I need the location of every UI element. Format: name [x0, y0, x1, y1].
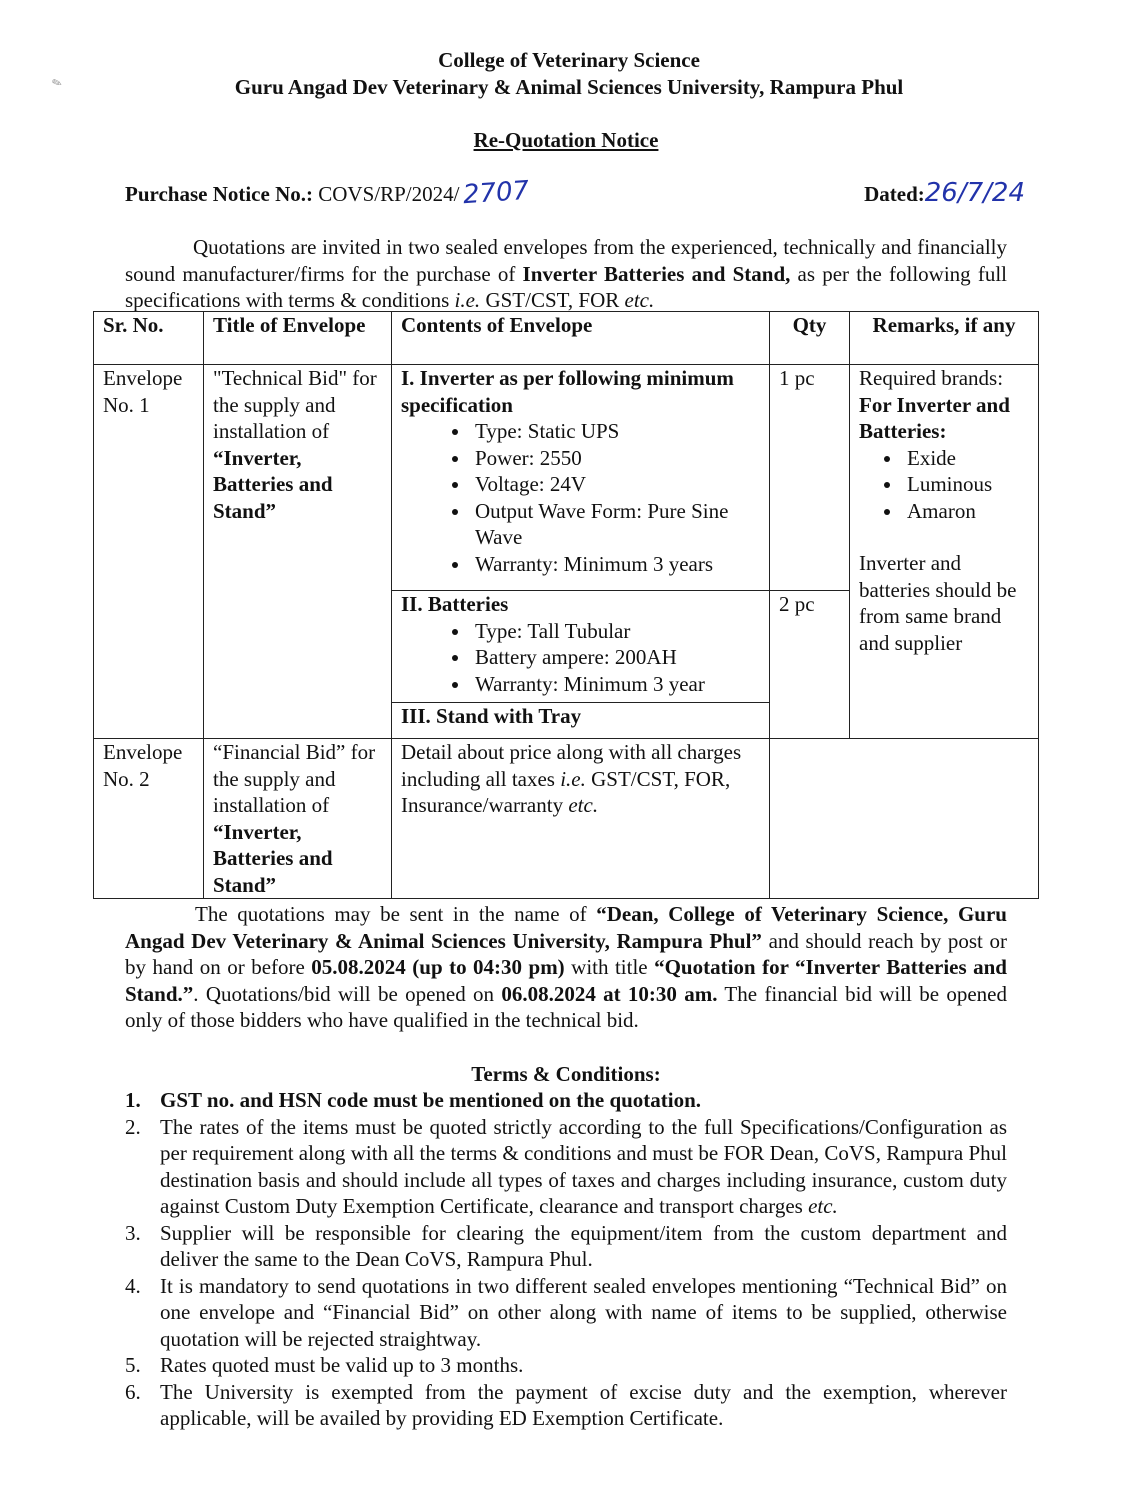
term-text: The rates of the items must be quoted strictly according to the full Specifications/Configuration as per requirement along with all the terms & conditions and must be FOR Dean, CoVS, Rampura Phul destination basis and should include all types of taxes and charges including insurance, custom duty against Custom Duty Exemption Certificate, clearance and transport charges [160, 1114, 1007, 1218]
header-qty: Qty [770, 312, 850, 365]
list-item [125, 1352, 1007, 1379]
terms-list [125, 1087, 1007, 1432]
header-contents: Contents of Envelope [392, 312, 770, 365]
list-item: • Type: Tall Tubular [471, 618, 760, 645]
purchase-notice-handwritten-number: 2707 [462, 175, 531, 211]
dated-label: Dated: [864, 182, 925, 206]
closing-opening-date: 06.08.2024 at 10:30 am. [501, 981, 718, 1006]
inverter-spec-list [401, 418, 760, 577]
envelope1-sr: Envelope No. 1 [94, 365, 204, 739]
inverter-qty: 1 pc [770, 365, 850, 591]
college-name: College of Veterinary Science [438, 48, 700, 72]
closing-envelope-title: “Quotation for “Inverter Batteries and Stand.” [125, 955, 1007, 1006]
terms-title: Terms & Conditions: [471, 1062, 661, 1086]
envelope2-title-bold: “Inverter, Batteries and Stand” [213, 819, 333, 897]
list-item: • Amaron [903, 498, 1029, 525]
envelope1-title-text: "Technical Bid" for the supply and installation of [213, 366, 377, 443]
batteries-heading: II. Batteries [401, 592, 509, 616]
list-item: • Output Wave Form: Pure Sine Wave [471, 498, 760, 551]
table-row [94, 739, 1039, 899]
envelope2-contents [392, 739, 770, 899]
batteries-qty: 2 pc [770, 591, 850, 739]
term-text: Supplier will be responsible for clearing the equipment/item from the custom department and deliver the same to the Dean CoVS, Rampura Phul. [160, 1220, 1007, 1271]
term-text: It is mandatory to send quotations in two different sealed envelopes mentioning “Technical Bid” on one envelope and “Financial Bid” on other along with name of items to be supplied, otherwise quotation will be rejected straightway. [160, 1273, 1007, 1351]
envelope1-title [204, 365, 392, 739]
batteries-spec-cell [392, 591, 770, 703]
list-item: • Exide [903, 445, 1029, 472]
term-text: GST no. and HSN code must be mentioned on the quotation. [160, 1088, 702, 1112]
closing-text-1: The quotations may be sent in the name of [195, 902, 597, 926]
closing-deadline: 05.08.2024 (up to 04:30 pm) [311, 955, 565, 979]
remarks-note: Inverter and batteries should be from same brand and supplier [859, 551, 1017, 655]
envelope1-title-bold: “Inverter, Batteries and Stand” [213, 445, 333, 523]
batteries-spec-list [401, 618, 760, 698]
term-text: Rates quoted must be valid up to 3 months. [160, 1353, 524, 1377]
envelope2-sr: Envelope No. 2 [94, 739, 204, 899]
list-item [125, 1087, 1007, 1114]
remarks-for-label: For Inverter and Batteries: [859, 392, 1010, 443]
envelope2-empty-cell [770, 739, 1039, 899]
remarks-required-brands: Required brands: [859, 366, 1004, 390]
stand-heading: III. Stand with Tray [392, 703, 770, 739]
term-number: 2. [125, 1114, 141, 1139]
closing-text-2: and should reach by post or by hand on or before [125, 928, 1007, 979]
margin-scribble: ✎ [49, 74, 65, 92]
inverter-spec-cell [392, 365, 770, 591]
list-item [125, 1379, 1007, 1432]
intro-paragraph [125, 234, 1007, 314]
university-name: Guru Angad Dev Veterinary & Animal Sciences University, Rampura Phul [234, 75, 904, 99]
intro-text-2: as per the following full specifications with terms & conditions [125, 261, 1008, 312]
notice-title: Re-Quotation Notice [473, 128, 659, 152]
term-number: 1. [125, 1088, 141, 1112]
list-item [125, 1114, 1007, 1220]
brand-list [859, 445, 1029, 525]
closing-paragraph [125, 901, 1007, 1034]
term-number: 3. [125, 1220, 141, 1245]
list-item: • Voltage: 24V [471, 471, 760, 498]
table-header-row [94, 312, 1039, 365]
list-item: • Battery ampere: 200AH [471, 644, 760, 671]
intro-etc: etc. [624, 288, 655, 312]
list-item: • Power: 2550 [471, 445, 760, 472]
intro-text-3: GST/CST, FOR [480, 288, 625, 312]
intro-item-name: Inverter Batteries and Stand, [522, 261, 791, 286]
term-number: 6. [125, 1379, 141, 1404]
list-item: • Type: Static UPS [471, 418, 760, 445]
envelope2-title-text: “Financial Bid” for the supply and installation of [213, 740, 376, 817]
envelope1-remarks [850, 365, 1039, 739]
header-sr-no: Sr. No. [94, 312, 204, 365]
term-etc: etc. [808, 1194, 838, 1218]
term-number: 4. [125, 1273, 141, 1298]
envelope2-ie: i.e. [560, 766, 586, 791]
envelope2-contents-text: Detail about price along with all charges including all taxes [401, 740, 742, 791]
header-title: Title of Envelope [204, 312, 392, 365]
intro-ie: i.e. [454, 288, 481, 312]
list-item [125, 1220, 1007, 1273]
intro-text-1: Quotations are invited in two sealed envelopes from the experienced, technically and financially sound manufacturer/firms for the purchase of [125, 235, 1007, 286]
inverter-heading: I. Inverter as per following minimum specification [401, 366, 734, 417]
purchase-notice-label: Purchase Notice No.: [125, 182, 313, 206]
closing-text-4: . Quotations/bid will be opened on [193, 981, 502, 1006]
purchase-notice-row [125, 175, 1025, 214]
term-text: The University is exempted from the payment of excise duty and the exemption, wherever applicable, will be availed by providing ED Exemption Certificate. [160, 1379, 1007, 1430]
specification-table [93, 311, 1039, 899]
envelope2-etc: etc. [568, 793, 599, 817]
purchase-notice-prefix: COVS/RP/2024/ [318, 182, 460, 206]
table-row [94, 365, 1039, 591]
envelope2-title [204, 739, 392, 899]
dated-block [864, 180, 1025, 208]
list-item: • Luminous [903, 471, 1029, 498]
envelope2-contents-text-2: GST/CST, FOR, Insurance/warranty [401, 766, 731, 817]
list-item: • Warranty: Minimum 3 years [471, 551, 760, 578]
term-number: 5. [125, 1353, 141, 1377]
closing-text-5: The financial bid will be opened only of those bidders who have qualified in the technical bid. [125, 981, 1008, 1032]
list-item [125, 1273, 1007, 1353]
closing-addressee: “Dean, College of Veterinary Science, Guru Angad Dev Veterinary & Animal Sciences University, Rampura Phul” [125, 902, 1007, 953]
list-item: • Warranty: Minimum 3 year [471, 671, 760, 698]
dated-handwritten: 26/7/24 [924, 178, 1025, 208]
closing-text-3: with title [564, 955, 655, 979]
header-remarks: Remarks, if any [850, 312, 1039, 365]
